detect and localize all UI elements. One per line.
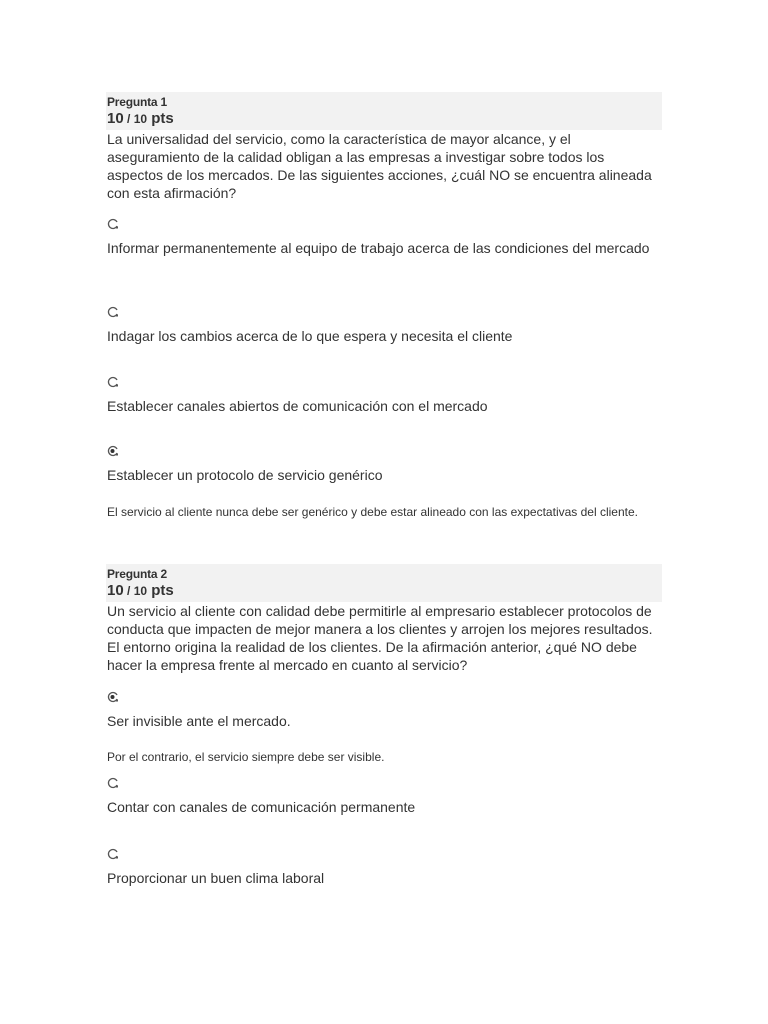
question-header <box>106 564 662 602</box>
answer-option[interactable] <box>107 777 663 816</box>
answer-option[interactable] <box>107 306 663 345</box>
answer-feedback: Por el contrario, el servicio siempre debe ser visible. <box>107 750 385 764</box>
radio-unselected-icon[interactable] <box>107 218 118 229</box>
option-label: Informar permanentemente al equipo de trabajo acerca de las condiciones del mercado <box>107 240 650 256</box>
radio-unselected-icon[interactable] <box>107 376 118 387</box>
score-value: 10 <box>107 110 124 127</box>
question-text: La universalidad del servicio, como la característica de mayor alcance, y el aseguramiento de la calidad obligan a las empresas a investigar sobre todos los aspectos de los mercados. De las siguientes acciones, ¿cuál NO se encuentra alineada con esta afirmación? <box>107 131 652 201</box>
answer-feedback: El servicio al cliente nunca debe ser genérico y debe estar alineado con las expectativas del cliente. <box>107 505 638 519</box>
score-total: / 10 <box>123 112 148 126</box>
score-unit: pts <box>147 110 174 127</box>
answer-option[interactable] <box>107 848 663 887</box>
option-label: Indagar los cambios acerca de lo que espera y necesita el cliente <box>107 328 513 344</box>
option-label: Proporcionar un buen clima laboral <box>107 870 325 886</box>
question-header <box>106 92 662 130</box>
question-score <box>107 582 662 600</box>
option-label: Ser invisible ante el mercado. <box>107 713 291 729</box>
score-total: / 10 <box>123 584 148 598</box>
answer-option-selected[interactable] <box>107 445 663 484</box>
option-label: Establecer canales abiertos de comunicación con el mercado <box>107 398 488 414</box>
question-2 <box>106 564 662 674</box>
radio-selected-icon[interactable] <box>107 445 118 456</box>
question-title: Pregunta 1 <box>107 95 168 109</box>
question-text: Un servicio al cliente con calidad debe permitirle al empresario establecer protocolos de conducta que impacten de mejor manera a los clientes y arrojen los mejores resultados. El entorno origina la realidad de los clientes. De la afirmación anterior, ¿qué NO debe hacer la empresa frente al mercado en cuanto al servicio? <box>107 603 653 673</box>
question-score <box>107 110 662 128</box>
option-label: Contar con canales de comunicación permanente <box>107 799 416 815</box>
radio-unselected-icon[interactable] <box>107 777 118 788</box>
option-label: Establecer un protocolo de servicio genérico <box>107 467 383 483</box>
answer-option-selected[interactable] <box>107 691 663 730</box>
question-1 <box>106 92 662 202</box>
radio-unselected-icon[interactable] <box>107 306 118 317</box>
answer-option[interactable] <box>107 218 663 257</box>
question-title: Pregunta 2 <box>107 567 168 581</box>
answer-option[interactable] <box>107 376 663 415</box>
radio-unselected-icon[interactable] <box>107 848 118 859</box>
radio-selected-icon[interactable] <box>107 691 118 702</box>
score-unit: pts <box>147 582 174 599</box>
score-value: 10 <box>107 582 124 599</box>
